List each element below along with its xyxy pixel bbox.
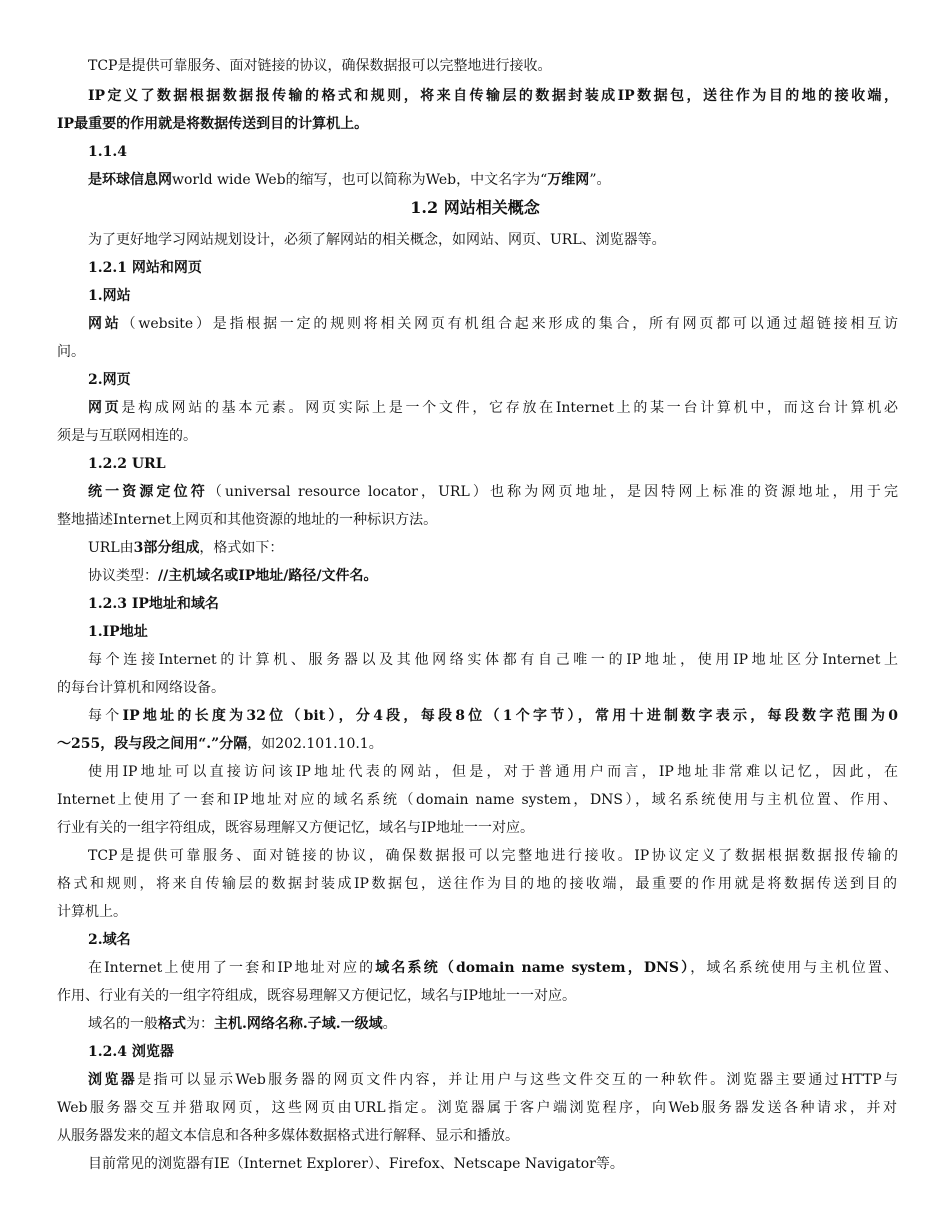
heading-website (88, 286, 898, 306)
text-run: ，格式如下： (199, 540, 284, 556)
bold-text-run: 1.2.4 浏览器 (88, 1044, 174, 1060)
text-run: 须是与互联网相连的。 (57, 428, 197, 444)
bold-text-run: 1.网站 (88, 288, 131, 304)
text-run: 作用、行业有关的一组字符组成，既容易理解又方便记忆，域名与IP地址一一对应。 (57, 988, 576, 1004)
heading-1-2-1 (88, 258, 898, 278)
bold-text-run: 网页 (88, 400, 122, 416)
text-run: （website）是指根据一定的规则将相关网页有机组合起来形成的集合，所有网页都可以通过超链接相互访 (121, 316, 898, 332)
text-run: Internet上使用了一套和IP地址对应的域名系统（domain name system，DNS），域名系统使用与主机位置、作用、 (57, 792, 897, 808)
line-13 (57, 426, 897, 446)
text-run: 是指可以显示Web服务器的网页文件内容，并让用户与这些文件交互的一种软件。浏览器主要通过HTTP与 (137, 1072, 898, 1088)
line-38 (57, 1126, 897, 1146)
bold-text-run: 1.2.1 网站和网页 (88, 260, 202, 276)
text-run: 问。 (57, 344, 85, 360)
line-12 (88, 398, 898, 418)
text-run: 计算机上。 (57, 904, 127, 920)
line-4 (88, 170, 898, 190)
line-29 (57, 874, 897, 894)
bold-text-run: 2.网页 (88, 372, 131, 388)
text-run: 是构成网站的基本元素。网页实际上是一个文件，它存放在Internet上的某一台计算机中，而这台计算机必 (121, 400, 898, 416)
bold-text-run: 2.域名 (88, 932, 131, 948)
line-22 (57, 678, 897, 698)
text-run: 为了更好地学习网站规划设计，必须了解网站的相关概念，如网站、网页、URL、浏览器等。 (88, 232, 666, 248)
line-27 (57, 818, 897, 838)
bold-text-run: 网站 (88, 316, 122, 332)
bold-text-run: IP定义了数据根据数据报传输的格式和规则，将来自传输层的数据封装成IP数据包，送往作为目的地的接收端， (88, 88, 898, 104)
line-39 (88, 1154, 898, 1174)
line-26 (57, 790, 897, 810)
text-run: 每个连接Internet的计算机、服务器以及其他网络实体都有自己唯一的IP地址，使用IP地址区分Internet上 (88, 652, 898, 668)
line-16 (57, 510, 897, 530)
line-18 (88, 566, 898, 586)
line-30 (57, 902, 897, 922)
text-run: 目前常见的浏览器有IE（Internet Explorer）、Firefox、Netscape Navigator等。 (88, 1156, 624, 1172)
line-9 (88, 314, 898, 334)
text-run: ，如202.101.10.1。 (247, 736, 383, 752)
bold-text-run: IP地址的长度为32位（bit），分4段，每段8位（1个字节），常用十进制数字表示，每段数字范围为0 (122, 708, 898, 724)
text-run: TCP是提供可靠服务、面对链接的协议，确保数据报可以完整地进行接收。IP协议定义了数据根据数据报传输的 (88, 848, 898, 864)
text-run: 的每台计算机和网络设备。 (57, 680, 225, 696)
bold-text-run: IP最重要的作用就是将数据传送到目的计算机上。 (57, 116, 369, 132)
line-33 (57, 986, 897, 1006)
line-25 (88, 762, 898, 782)
bold-text-run: 格式 (158, 1016, 186, 1032)
heading-1-1-4 (88, 142, 898, 162)
line-23 (88, 706, 898, 726)
text-run: 使用IP地址可以直接访问该IP地址代表的网站，但是，对于普通用户而言，IP地址非常难以记忆，因此，在 (88, 764, 898, 780)
line-0 (88, 56, 898, 76)
line-10 (57, 342, 897, 362)
heading-webpage (88, 370, 898, 390)
text-run: ，域名系统使用与主机位置、 (690, 960, 898, 976)
bold-text-run: 浏览器 (88, 1072, 138, 1088)
bold-text-run: 1.IP地址 (88, 624, 148, 640)
text-run: 域名的一般 (88, 1016, 158, 1032)
line-36 (88, 1070, 898, 1090)
bold-text-run: 是环球信息网 (88, 172, 172, 188)
text-run: 在Internet上使用了一套和IP地址对应的 (88, 960, 376, 976)
text-run: TCP是提供可靠服务、面对链接的协议，确保数据报可以完整地进行接收。 (88, 58, 552, 74)
heading-domain (88, 930, 898, 950)
line-17 (88, 538, 898, 558)
bold-text-run: 1.2.3 IP地址和域名 (88, 596, 219, 612)
line-6 (88, 230, 898, 250)
line-37 (57, 1098, 897, 1118)
line-24 (57, 734, 897, 754)
bold-text-run: 1.1.4 (88, 144, 127, 160)
line-1 (88, 86, 898, 106)
text-run: 为： (186, 1016, 214, 1032)
text-run: 格式和规则，将来自传输层的数据封装成IP数据包，送往作为目的地的接收端，最重要的作用就是将数据传送到目的 (57, 876, 897, 892)
text-run: （universal resource locator，URL）也称为网页地址，是因特网上标准的资源地址，用于完 (207, 484, 898, 500)
text-run: 。 (382, 1016, 397, 1032)
text-run: Web服务器交互并猎取网页，这些网页由URL指定。浏览器属于客户端浏览程序，向Web服务器发送各种请求，并对 (57, 1100, 897, 1116)
heading-ip-address (88, 622, 898, 642)
line-15 (88, 482, 898, 502)
bold-text-run: //主机域名或IP地址/路径/文件名。 (158, 568, 378, 584)
bold-text-run: ～255，段与段之间用“.”分隔 (57, 736, 248, 752)
text-run: world wide Web的缩写，也可以简称为Web，中文名字为“ (172, 172, 548, 188)
line-21 (88, 650, 898, 670)
line-28 (88, 846, 898, 866)
bold-text-run: 1.2.2 URL (88, 456, 166, 472)
line-2 (57, 114, 897, 134)
bold-text-run: 万维网 (547, 172, 590, 188)
heading-1-2-3 (88, 594, 898, 614)
bold-text-run: 域名系统（domain name system，DNS） (375, 960, 691, 976)
section-title-1-2 (0, 197, 950, 219)
text-run: 每个 (88, 708, 123, 724)
text-run: ”。 (589, 172, 611, 188)
line-32 (88, 958, 898, 978)
bold-text-run: 主机.网络名称.子域.一级域 (214, 1016, 383, 1032)
text-run: URL由 (88, 540, 134, 556)
heading-1-2-2 (88, 454, 898, 474)
bold-text-run: 1.2 网站相关概念 (410, 198, 540, 217)
text-run: 从服务器发来的超文本信息和各种多媒体数据格式进行解释、显示和播放。 (57, 1128, 519, 1144)
bold-text-run: 统一资源定位符 (88, 484, 208, 500)
line-34 (88, 1014, 898, 1034)
text-run: 协议类型： (88, 568, 158, 584)
text-run: 整地描述Internet上网页和其他资源的地址的一种标识方法。 (57, 512, 438, 528)
heading-1-2-4 (88, 1042, 898, 1062)
bold-text-run: 3部分组成 (133, 540, 200, 556)
text-run: 行业有关的一组字符组成，既容易理解又方便记忆，域名与IP地址一一对应。 (57, 820, 534, 836)
